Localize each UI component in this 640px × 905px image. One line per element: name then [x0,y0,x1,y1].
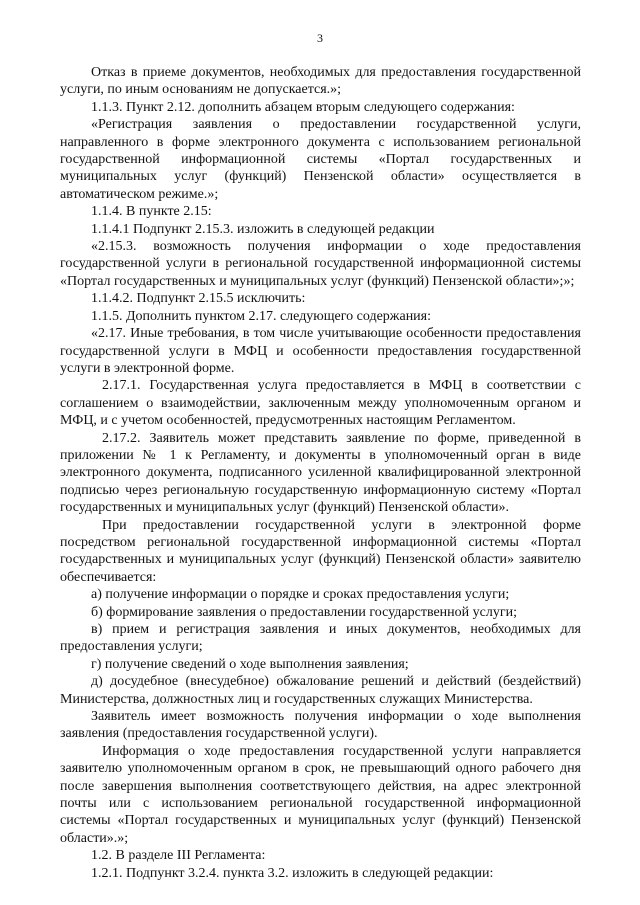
paragraph-2-15-3: «2.15.3. возможность получения информации о ходе предоставления государственной услуги в региональной государственной информационной системы «Портал государственных и муниципальных услуг (функций) Пензенской области»;»; [60,239,581,289]
paragraph-1-2-1: 1.2.1. Подпункт 3.2.4. пункта 3.2. изложить в следующей редакции: [91,865,494,881]
paragraph-registration: «Регистрация заявления о предоставлении государственной услуги, направленного в форме электронного документа с использованием региональной государственной информационной системы «Портал государственных и муниципальных услуг (функций) Пензенской области» осуществляется в автоматическом режиме.»; [60,117,581,202]
document-body [60,64,581,882]
paragraph-refusal: Отказ в приеме документов, необходимых для предоставления государственной услуги, по иным основаниям не допускается.»; [60,65,581,98]
paragraph-progress-info: Информация о ходе предоставления государственной услуги направляется заявителю уполномоченным органом в срок, не превышающий одного рабочего дня после завершения выполнения соответствующего действия, на адрес электронной почты или с использованием региональной государственной информационной системы «Портал государственных и муниципальных услуг (функций) Пензенской области».»; [60,743,581,846]
paragraph-1-1-4: 1.1.4. В пункте 2.15: [91,204,212,220]
list-item-b: б) формирование заявления о предоставлении государственной услуги; [91,604,517,620]
list-item-v: в) прием и регистрация заявления и иных документов, необходимых для предоставления услуги; [60,622,581,655]
paragraph-1-1-4-2: 1.1.4.2. Подпункт 2.15.5 исключить: [91,291,306,307]
paragraph-1-1-4-1: 1.1.4.1 Подпункт 2.15.3. изложить в следующей редакции [91,221,435,237]
paragraph-1-2: 1.2. В разделе III Регламента: [91,848,266,864]
paragraph-1-1-3: 1.1.3. Пункт 2.12. дополнить абзацем вторым следующего содержания: [91,99,515,115]
paragraph-1-1-5: 1.1.5. Дополнить пунктом 2.17. следующего содержания: [91,308,432,324]
paragraph-2-17: «2.17. Иные требования, в том числе учитывающие особенности предоставления государственной услуги в МФЦ и особенности предоставления государственной услуги в электронной форме. [60,326,581,376]
paragraph-2-17-2: 2.17.2. Заявитель может представить заявление по форме, приведенной в приложении № 1 к Регламенту, и документы в уполномоченный орган в виде электронного документа, подписанного усиленной квалифицированной электронной подписью через региональную государственную информационную систему «Портал государственных и муниципальных услуг (функций) Пензенской области». [60,430,581,516]
paragraph-applicant-info: Заявитель имеет возможность получения информации о ходе выполнения заявления (предоставления государственной услуги). [60,709,581,742]
paragraph-2-17-1: 2.17.1. Государственная услуга предоставляется в МФЦ в соответствии с соглашением о взаимодействии, заключенным между уполномоченным органом и МФЦ, и с учетом особенностей, предусмотренных настоящим Регламентом. [60,378,581,429]
list-item-g: г) получение сведений о ходе выполнения заявления; [91,656,409,672]
list-item-d: д) досудебное (внесудебное) обжалование решений и действий (бездействий) Министерства, должностных лиц и государственных служащих Министерства. [60,674,581,707]
page-number: 3 [317,31,323,45]
paragraph-electronic-form: При предоставлении государственной услуги в электронной форме посредством региональной государственной информационной системы «Портал государственных и муниципальных услуг (функций) Пензенской области» заявителю обеспечивается: [60,517,581,585]
list-item-a: а) получение информации о порядке и сроках предоставления услуги; [91,587,510,603]
